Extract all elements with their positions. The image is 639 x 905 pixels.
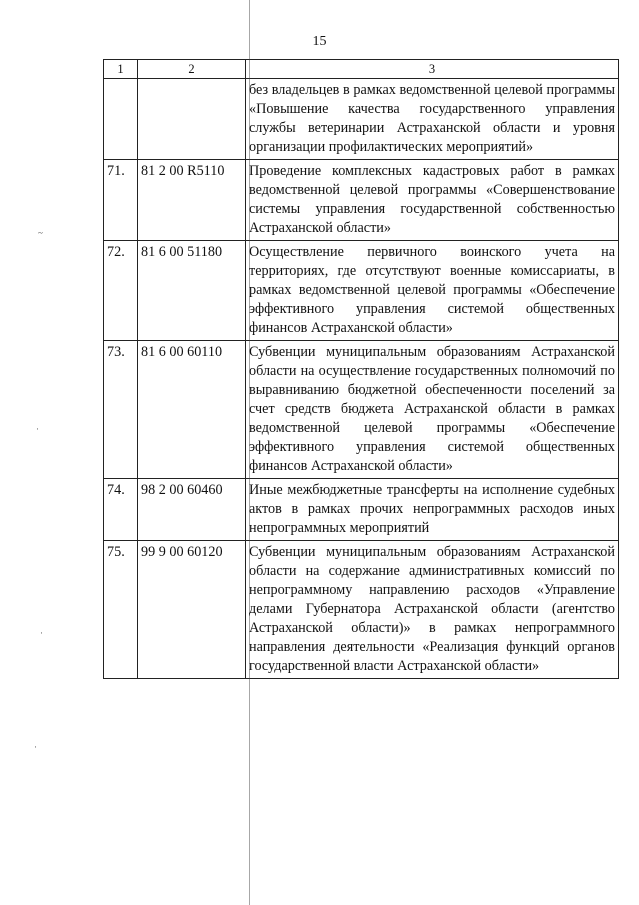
row-code: 81 2 00 R5110: [138, 160, 246, 241]
row-number: [104, 79, 138, 160]
table-row: [104, 241, 619, 341]
row-code: 81 6 00 60110: [138, 341, 246, 479]
row-number: 74.: [104, 479, 138, 541]
scan-speck: ·: [36, 424, 39, 434]
table-row: [104, 160, 619, 241]
table-row: [104, 341, 619, 479]
row-code: [138, 79, 246, 160]
row-number: 72.: [104, 241, 138, 341]
row-code: 81 6 00 51180: [138, 241, 246, 341]
budget-classification-table: [103, 59, 619, 679]
scan-speck: ·: [40, 628, 43, 638]
scan-speck: ·: [34, 742, 37, 752]
column-header-code: 2: [138, 60, 246, 79]
column-header-description: 3: [246, 60, 619, 79]
row-number: 73.: [104, 341, 138, 479]
row-description: Осуществление первичного воинского учета на территориях, где отсутствуют военные комиссариаты, в рамках ведомственной целевой программы «Обеспечение эффективного управления системой общественных финансов Астраханской области»: [246, 241, 619, 341]
scan-speck: ~: [38, 228, 43, 238]
row-description: Проведение комплексных кадастровых работ в рамках ведомственной целевой программы «Совершенствование системы управления государственной собственностью Астраханской области»: [246, 160, 619, 241]
row-number: 71.: [104, 160, 138, 241]
scan-fold-line: [249, 0, 250, 905]
row-description: без владельцев в рамках ведомственной целевой программы «Повышение качества государственного управления службы ветеринарии Астраханской области и уровня организации профилактических мероприятий»: [246, 79, 619, 160]
table-header-row: [104, 60, 619, 79]
row-description: Иные межбюджетные трансферты на исполнение судебных актов в рамках прочих непрограммных расходов иных непрограммных мероприятий: [246, 479, 619, 541]
table-row: [104, 479, 619, 541]
row-code: 98 2 00 60460: [138, 479, 246, 541]
table-row: [104, 79, 619, 160]
row-description: Субвенции муниципальным образованиям Астраханской области на содержание административных комиссий по непрограммному направлению расходов «Управление делами Губернатора Астраханской области (агентство Астраханской области)» в рамках непрограммного направления деятельности «Реализация функций органов государственной власти Астраханской области»: [246, 541, 619, 679]
row-code: 99 9 00 60120: [138, 541, 246, 679]
page-number: 15: [312, 34, 327, 49]
row-number: 75.: [104, 541, 138, 679]
table-row: [104, 541, 619, 679]
column-header-number: 1: [104, 60, 138, 79]
row-description: Субвенции муниципальным образованиям Астраханской области на осуществление государственных полномочий по выравниванию бюджетной обеспеченности поселений за счет средств бюджета Астраханской области в рамках ведомственной целевой программы «Обеспечение эффективного управления системой общественных финансов Астраханской области»: [246, 341, 619, 479]
